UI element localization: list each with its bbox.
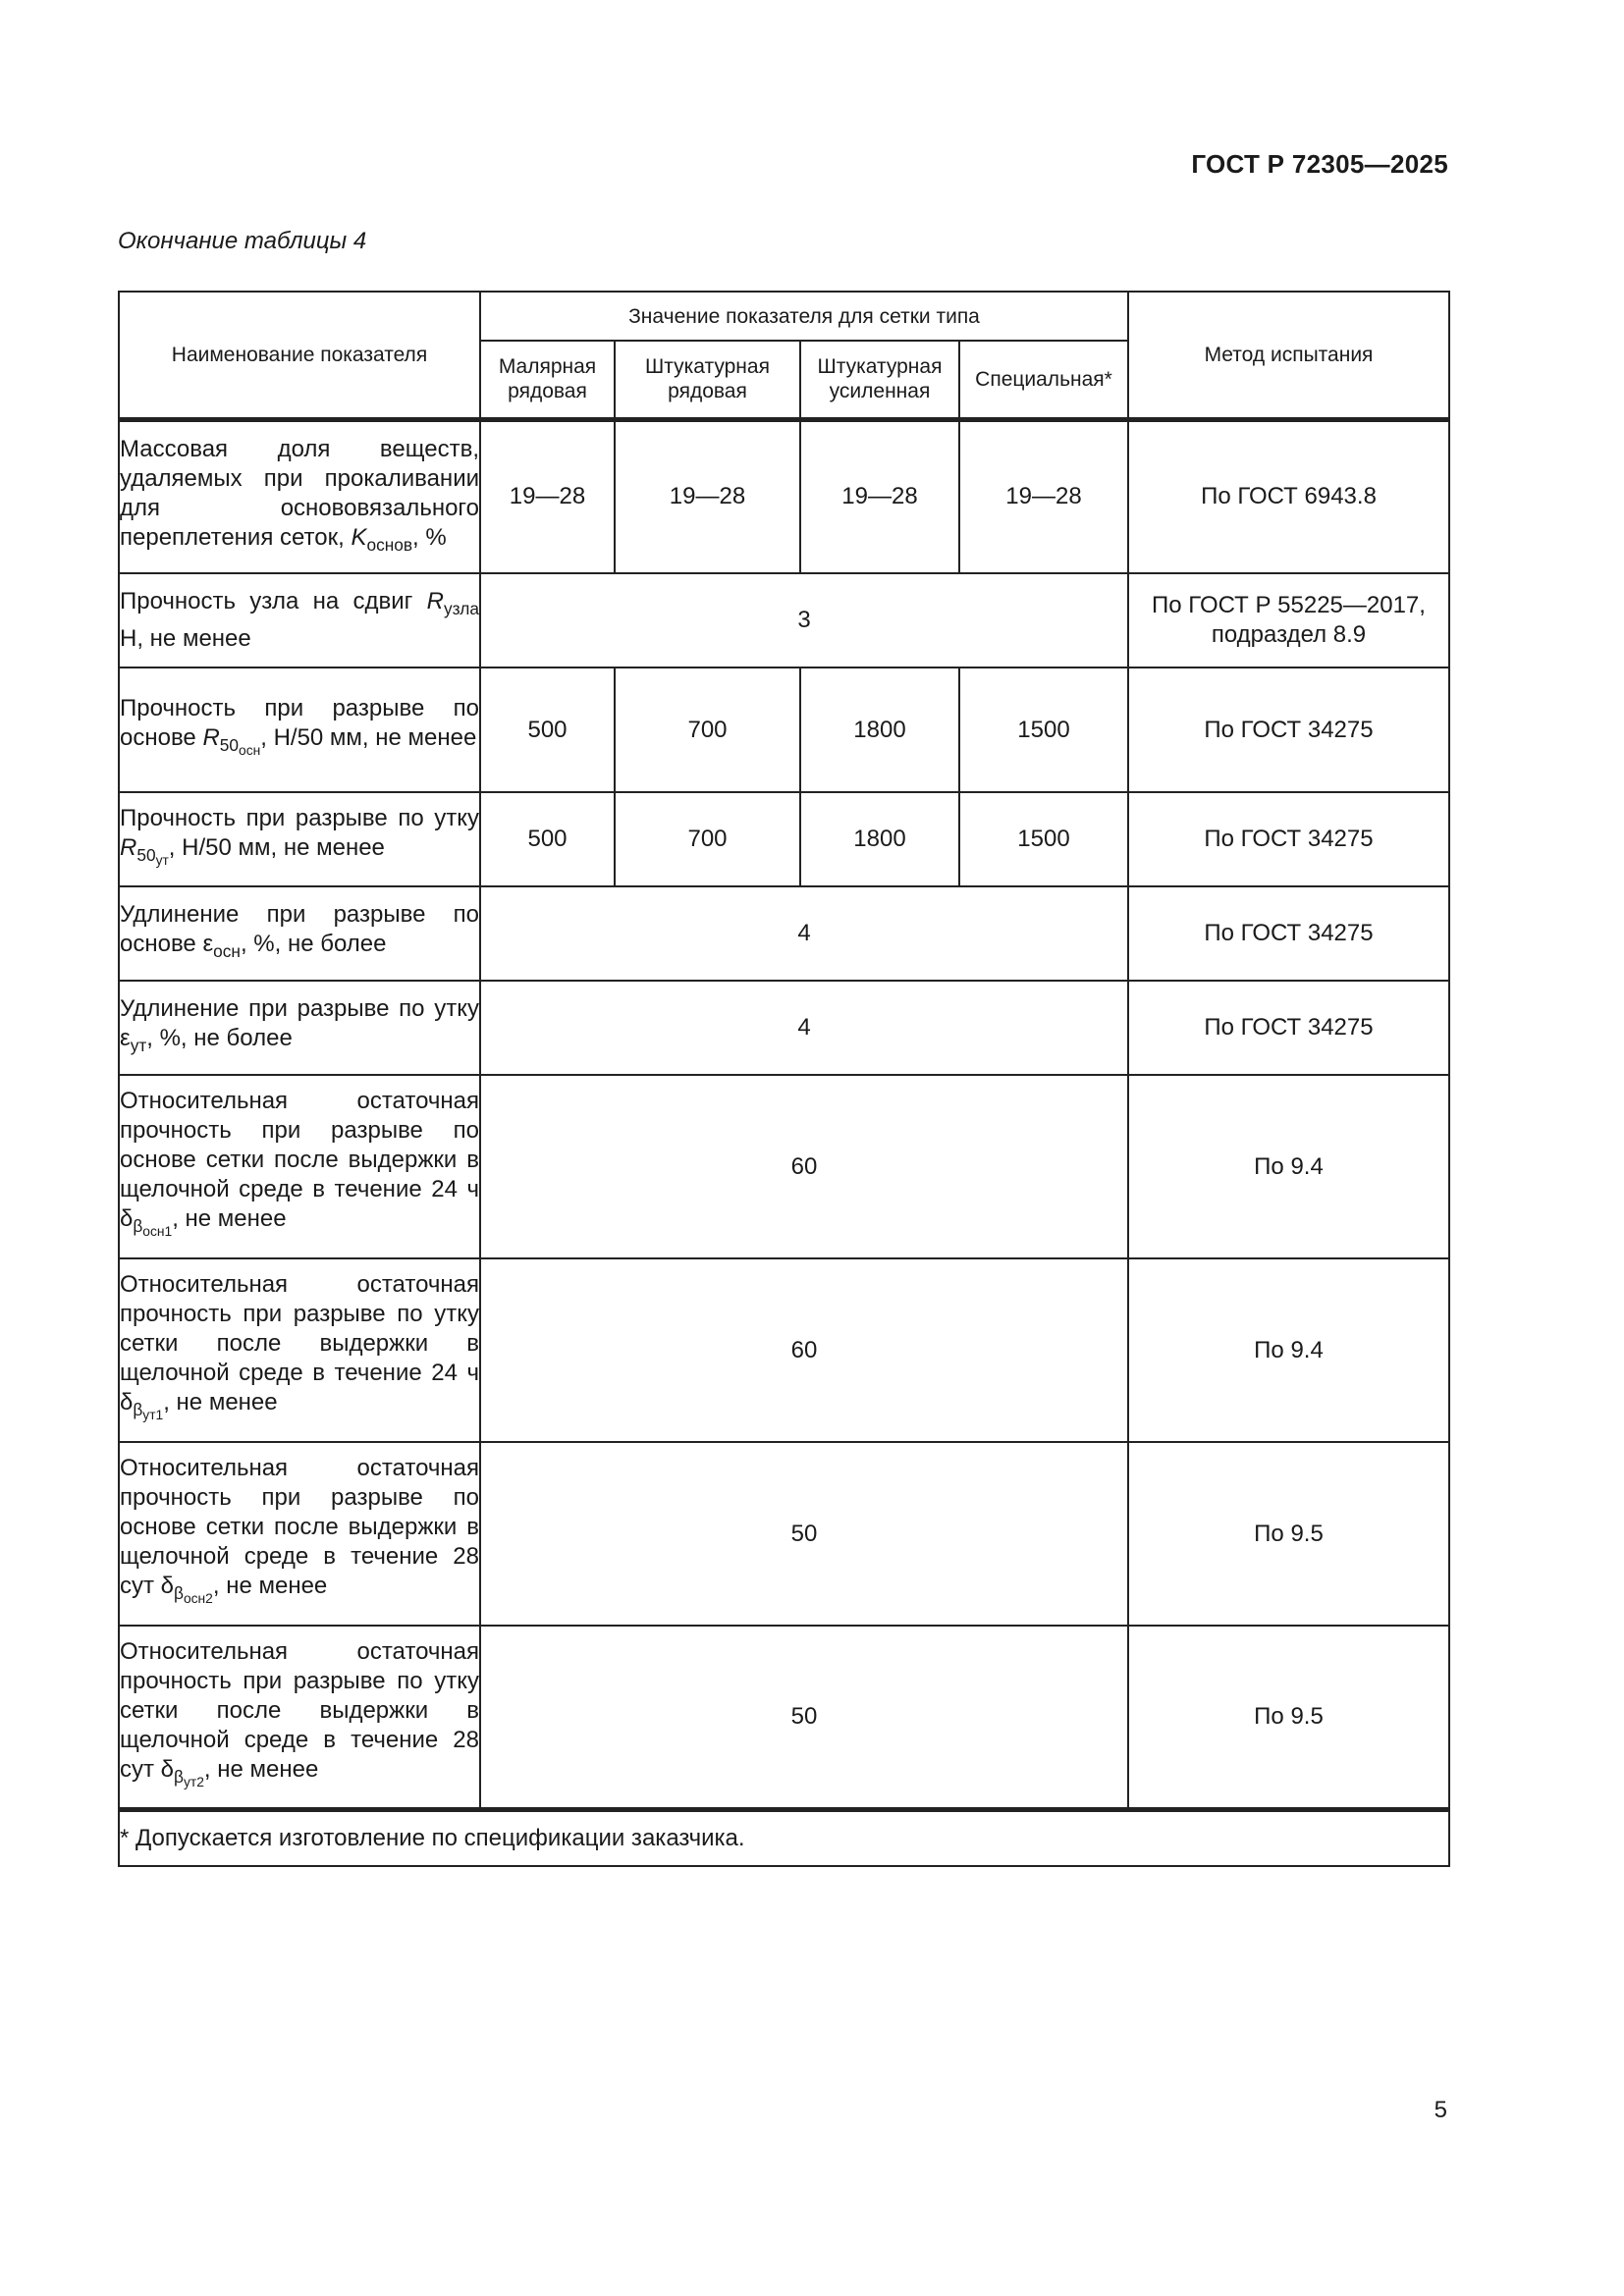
value-cell: 1500 [959,792,1128,886]
value-cell: 500 [480,792,615,886]
method-cell: По ГОСТ 34275 [1128,886,1449,981]
table-row [119,667,1449,792]
value-cell: 1500 [959,667,1128,792]
header-type-plaster: Штукатурная рядовая [615,341,800,419]
value-cell: 700 [615,792,800,886]
value-cell: 3 [480,573,1128,667]
table-row [119,792,1449,886]
row-name: Массовая доля веществ, удаляемых при прокаливании для основовязального переплетения сеток, $K_{основ}$, % [119,419,480,573]
value-cell: 19—28 [615,419,800,573]
method-cell: По ГОСТ 34275 [1128,667,1449,792]
header-name: Наименование показателя [119,292,480,419]
row-name: Относительная остаточная прочность при разрыве по утку сетки после выдержки в щелочной среде в течение 24 ч $\delta_{\beta_{ут1}}$, не менее [119,1258,480,1442]
properties-table [118,291,1450,1867]
header-type-plaster-reinforced: Штукатурная усиленная [800,341,959,419]
method-cell: По 9.5 [1128,1442,1449,1626]
header-type-painting: Малярная рядовая [480,341,615,419]
method-cell: По 9.4 [1128,1075,1449,1258]
row-name: Относительная остаточная прочность при разрыве по основе сетки после выдержки в щелочной среде в течение 28 сут $\delta_{\beta_{осн2}}$, не менее [119,1442,480,1626]
value-cell: 500 [480,667,615,792]
table-row [119,419,1449,573]
row-name: Относительная остаточная прочность при разрыве по основе сетки после выдержки в щелочной среде в течение 24 ч $\delta_{\beta_{осн1}}$, не менее [119,1075,480,1258]
row-name: Прочность при разрыве по утку $R_{50_{ут}}$, Н/50 мм, не менее [119,792,480,886]
method-cell: По ГОСТ 34275 [1128,792,1449,886]
table-footnote: * Допускается изготовление по спецификации заказчика. [119,1809,1449,1866]
table-row [119,1075,1449,1258]
value-cell: 19—28 [480,419,615,573]
value-cell: 4 [480,981,1128,1075]
value-cell: 700 [615,667,800,792]
row-name: Удлинение при разрыве по основе $\varepsilon_{осн}$, %, не более [119,886,480,981]
row-name: Относительная остаточная прочность при разрыве по утку сетки после выдержки в щелочной среде в течение 28 сут $\delta_{\beta_{ут2}}$, не менее [119,1626,480,1809]
table-row [119,1442,1449,1626]
table-row [119,1626,1449,1809]
table-caption: Окончание таблицы 4 [118,228,367,254]
table-row [119,1258,1449,1442]
method-cell: По ГОСТ 34275 [1128,981,1449,1075]
header-type-special: Специальная* [959,341,1128,419]
value-cell: 4 [480,886,1128,981]
header-method: Метод испытания [1128,292,1449,419]
value-cell: 19—28 [800,419,959,573]
value-cell: 60 [480,1258,1128,1442]
header-value-group: Значение показателя для сетки типа [480,292,1128,341]
method-cell: По 9.4 [1128,1258,1449,1442]
table-row [119,886,1449,981]
method-cell: По ГОСТ Р 55225—2017, подраздел 8.9 [1128,573,1449,667]
table-row [119,573,1449,667]
method-cell: По ГОСТ 6943.8 [1128,419,1449,573]
value-cell: 19—28 [959,419,1128,573]
table-row [119,981,1449,1075]
document-id: ГОСТ Р 72305—2025 [1191,149,1448,179]
row-name: Прочность узла на сдвиг $R_{узла}$ Н, не менее [119,573,480,667]
row-name: Прочность при разрыве по основе $R_{50_{осн}}$, Н/50 мм, не менее [119,667,480,792]
value-cell: 1800 [800,667,959,792]
row-name: Удлинение при разрыве по утку $\varepsilon_{ут}$, %, не более [119,981,480,1075]
value-cell: 50 [480,1626,1128,1809]
value-cell: 50 [480,1442,1128,1626]
method-cell: По 9.5 [1128,1626,1449,1809]
value-cell: 1800 [800,792,959,886]
page-number: 5 [1434,2097,1447,2123]
value-cell: 60 [480,1075,1128,1258]
